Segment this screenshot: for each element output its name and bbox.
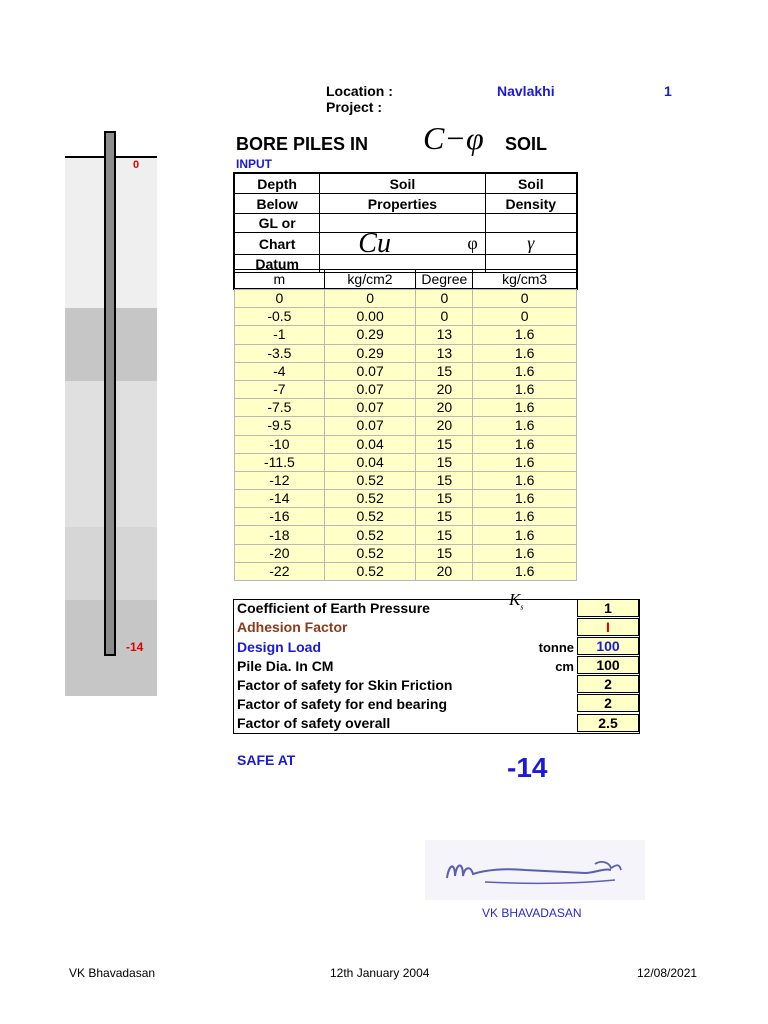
signature-image [425,840,645,900]
project-label: Project : [326,99,383,115]
table-cell[interactable]: 15 [416,544,473,562]
value-fos-overall[interactable]: 2.5 [577,714,639,732]
table-cell[interactable]: -7 [235,380,325,398]
table-cell[interactable]: 15 [416,471,473,489]
table-cell[interactable]: 15 [416,453,473,471]
table-cell[interactable]: -18 [235,526,325,544]
unit-cell: kg/cm3 [473,270,577,289]
table-row [235,471,577,489]
location-label: Location : [326,83,393,99]
table-row [235,290,577,308]
table-cell[interactable]: -12 [235,471,325,489]
value-pile-dia[interactable]: 100 [577,656,639,674]
soil-data-table [234,289,577,581]
table-cell[interactable]: 15 [416,435,473,453]
ks-symbol: $K_s$ [509,590,524,612]
table-cell[interactable]: 13 [416,344,473,362]
table-row [235,435,577,453]
cu-symbol: Cu [320,233,461,255]
table-cell[interactable]: 0.07 [324,380,416,398]
unit-tonne: tonne [538,640,574,655]
table-cell[interactable]: 20 [416,562,473,580]
table-cell[interactable]: 0 [416,308,473,326]
top-depth-marker: 0 [133,159,140,171]
table-row [235,362,577,380]
c-phi-symbol: C−φ [423,120,484,156]
input-label: INPUT [236,157,272,171]
table-cell[interactable]: 0.07 [324,362,416,380]
table-row [235,417,577,435]
table-cell[interactable]: -20 [235,544,325,562]
gamma-symbol: γ [485,233,576,255]
table-cell[interactable]: -7.5 [235,399,325,417]
table-cell[interactable]: 0 [324,290,416,308]
value-earth-pressure[interactable]: 1 [577,599,639,617]
table-row [235,399,577,417]
table-cell[interactable]: 0 [416,290,473,308]
table-cell[interactable]: 1.6 [473,380,577,398]
table-cell[interactable]: 15 [416,508,473,526]
table-cell[interactable]: 0.52 [324,490,416,508]
table-cell[interactable]: 0.07 [324,399,416,417]
table-cell[interactable]: 1.6 [473,344,577,362]
table-cell[interactable]: 1.6 [473,453,577,471]
table-row [235,562,577,580]
table-cell[interactable]: 0.07 [324,417,416,435]
table-row [235,544,577,562]
pile-tip-marker: -14 [126,640,144,654]
table-cell[interactable]: 0.04 [324,453,416,471]
safe-depth-value: -14 [507,752,548,783]
table-row [235,344,577,362]
table-cell[interactable]: 1.6 [473,417,577,435]
table-cell[interactable]: -9.5 [235,417,325,435]
safe-at-label: SAFE AT [237,752,296,768]
param-label-earth-pressure: Coefficient of Earth Pressure [237,600,430,616]
table-cell[interactable]: 13 [416,326,473,344]
table-cell[interactable]: 1.6 [473,399,577,417]
table-cell[interactable]: 20 [416,399,473,417]
table-cell[interactable]: 0.29 [324,344,416,362]
footer-print-date: 12/08/2021 [637,966,698,980]
value-design-load[interactable]: 100 [577,637,639,655]
table-cell[interactable]: 20 [416,417,473,435]
table-cell[interactable]: 15 [416,526,473,544]
table-cell[interactable]: -10 [235,435,325,453]
table-cell[interactable]: -4 [235,362,325,380]
units-row [234,269,577,289]
page-title: BORE PILES IN [236,134,369,154]
header-cell: Density [485,194,576,214]
table-cell[interactable]: 0 [473,290,577,308]
phi-symbol: φ [461,233,485,255]
table-cell[interactable]: 0.00 [324,308,416,326]
title-suffix: SOIL [505,134,548,154]
table-cell[interactable]: -0.5 [235,308,325,326]
param-label-adhesion: Adhesion Factor [237,619,348,635]
sheet-number: 1 [664,83,672,99]
header-cell: Soil [320,174,485,194]
table-cell[interactable]: 15 [416,490,473,508]
table-cell[interactable]: 1.6 [473,326,577,344]
table-cell[interactable]: -11.5 [235,453,325,471]
table-row [235,380,577,398]
value-fos-end[interactable]: 2 [577,694,639,712]
table-cell[interactable]: 0.52 [324,544,416,562]
header-cell: Chart [235,233,320,255]
param-label-fos-skin: Factor of safety for Skin Friction [237,677,453,693]
table-cell[interactable]: 1.6 [473,544,577,562]
table-row [235,326,577,344]
header-cell: Properties [320,194,485,214]
table-cell[interactable]: 1.6 [473,471,577,489]
table-cell[interactable]: 1.6 [473,435,577,453]
value-adhesion[interactable]: I [577,618,639,636]
table-cell[interactable]: 1.6 [473,362,577,380]
header-cell: Below [235,194,320,214]
unit-cell: kg/cm2 [324,270,416,289]
table-row [235,508,577,526]
table-cell[interactable]: -1 [235,326,325,344]
table-cell[interactable]: 1.6 [473,508,577,526]
table-cell[interactable]: 1.6 [473,490,577,508]
unit-cell: Degree [416,270,473,289]
table-cell[interactable]: 0 [473,308,577,326]
table-cell[interactable]: 0.52 [324,562,416,580]
table-cell[interactable]: 1.6 [473,526,577,544]
pile-shaft [104,131,116,656]
table-cell[interactable]: -14 [235,490,325,508]
table-row [235,308,577,326]
table-row [235,453,577,471]
param-label-fos-overall: Factor of safety overall [237,715,391,731]
header-cell: GL or [235,214,320,233]
header-cell: Soil [485,174,576,194]
table-cell[interactable]: 0.52 [324,526,416,544]
header-cell: Datum [235,255,320,273]
location-value: Navlakhi [497,83,555,99]
param-label-design-load: Design Load [237,639,322,655]
table-cell[interactable]: 0 [235,290,325,308]
table-row [235,490,577,508]
table-cell[interactable]: 20 [416,380,473,398]
param-label-fos-end: Factor of safety for end bearing [237,696,448,712]
param-label-pile-dia: Pile Dia. In CM [237,658,334,674]
table-cell[interactable]: -3.5 [235,344,325,362]
footer-date: 12th January 2004 [330,966,430,980]
table-cell[interactable]: 0.29 [324,326,416,344]
table-cell[interactable]: -16 [235,508,325,526]
signatory-name: VK BHAVADASAN [482,906,582,920]
table-cell[interactable]: 1.6 [473,562,577,580]
table-cell[interactable]: 0.04 [324,435,416,453]
value-fos-skin[interactable]: 2 [577,675,639,693]
input-table-header [234,173,577,273]
table-cell[interactable]: -22 [235,562,325,580]
table-row [235,526,577,544]
header-cell: Depth [235,174,320,194]
footer-author: VK Bhavadasan [69,966,156,980]
table-cell[interactable]: 15 [416,362,473,380]
table-cell[interactable]: 0.52 [324,471,416,489]
table-cell[interactable]: 0.52 [324,508,416,526]
unit-cm: cm [555,659,574,674]
unit-cell: m [235,270,325,289]
